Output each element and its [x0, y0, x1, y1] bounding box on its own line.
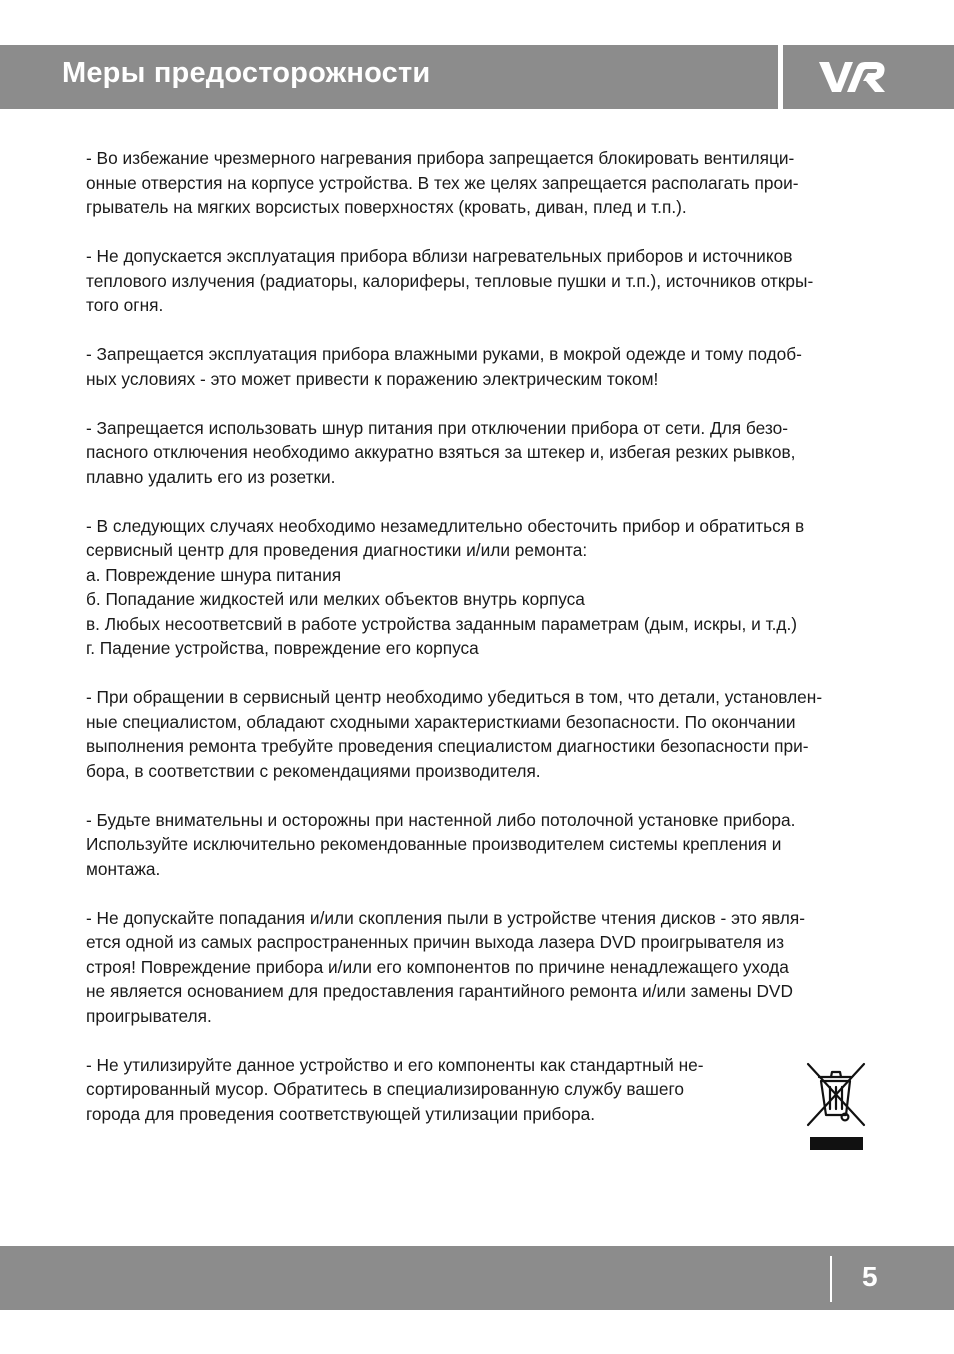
- paragraph-power-cord: [86, 416, 898, 490]
- text-line: того огня.: [86, 295, 164, 315]
- paragraph-service-cases: [86, 514, 898, 661]
- footer-divider: [830, 1256, 832, 1302]
- footer-bar: [0, 1246, 954, 1310]
- text-line: сервисный центр для проведения диагностики и/или ремонта:: [86, 540, 588, 560]
- text-line: не является основанием для предоставления гарантийного ремонта и/или замены DVD: [86, 981, 793, 1001]
- text-line: ется одной из самых распространенных причин выхода лазера DVD проигрывателя из: [86, 932, 785, 952]
- paragraph-wet-hands: [86, 342, 898, 391]
- text-line: плавно удалить его из розетки.: [86, 466, 336, 487]
- text-line: сортированный мусор. Обратитесь в специализированную службу вашего: [86, 1079, 684, 1099]
- list-item: г. Падение устройства, повреждение его корпуса: [86, 638, 479, 658]
- header-bar: [0, 45, 778, 109]
- text-line: - Будьте внимательны и осторожны при настенной либо потолочной установке прибора.: [86, 809, 796, 830]
- text-line: монтажа.: [86, 858, 161, 879]
- list-item: б. Попадание жидкостей или мелких объектов внутрь корпуса: [86, 589, 585, 609]
- text-line: - Во избежание чрезмерного нагревания прибора запрещается блокировать вентиляци-: [86, 148, 795, 168]
- paragraph-heat-sources: [86, 244, 898, 318]
- text-line: Используйте исключительно рекомендованные производителем системы крепления и: [86, 834, 782, 854]
- text-line: - Запрещается использовать шнур питания при отключении прибора от сети. Для безо-: [86, 417, 788, 438]
- crossed-out-wheelie-bin-icon: [805, 1061, 867, 1153]
- text-line: - Запрещается эксплуатация прибора влажными руками, в мокрой одежде и тому подоб-: [86, 344, 802, 364]
- paragraph-disposal: [86, 1053, 898, 1127]
- text-line: пасного отключения необходимо аккуратно взяться за штекер и, избегая резких рывков,: [86, 442, 796, 462]
- text-line: выполнения ремонта требуйте проведения специалистом диагностики безопасности при-: [86, 736, 809, 756]
- text-line: проигрывателя.: [86, 1005, 212, 1026]
- paragraph-service-center: [86, 685, 898, 783]
- page-title: Меры предосторожности: [62, 57, 431, 89]
- text-line: онные отверстия на корпусе устройства. В тех же целях запрещается располагать прои-: [86, 172, 799, 193]
- logo-box: [783, 45, 954, 109]
- text-line: бора, в соответствии с рекомендациями производителя.: [86, 760, 541, 781]
- text-line: - Не допускается эксплуатация прибора вблизи нагревательных приборов и источников: [86, 246, 793, 266]
- text-line: - При обращении в сервисный центр необходимо убедиться в том, что детали, установлен-: [86, 687, 823, 707]
- page-number: 5: [862, 1261, 878, 1292]
- list-item: а. Повреждение шнура питания: [86, 564, 342, 585]
- safety-instructions: [86, 146, 898, 1151]
- text-line: - Не допускайте попадания и/или скопления пыли в устройстве чтения дисков - это явля-: [86, 907, 805, 928]
- paragraph-dust: [86, 906, 898, 1029]
- text-line: - Не утилизируйте данное устройство и его компоненты как стандартный не-: [86, 1054, 704, 1075]
- paragraph-mounting: [86, 808, 898, 882]
- list-item: в. Любых несоответсвий в работе устройства заданным параметрам (дым, искры, и т.д.): [86, 613, 798, 634]
- paragraph-ventilation: [86, 146, 898, 220]
- text-line: ные специалистом, обладают сходными характеристкиами безопасности. По окончании: [86, 711, 796, 732]
- vr-logo-icon: [817, 59, 889, 95]
- text-line: - В следующих случаях необходимо незамедлительно обесточить прибор и обратиться в: [86, 515, 805, 536]
- text-line: строя! Повреждение прибора и/или его компонентов по причине ненадлежащего ухода: [86, 956, 789, 977]
- text-line: грыватель на мягких ворсистых поверхностях (кровать, диван, плед и т.п.).: [86, 197, 687, 217]
- text-line: ных условиях - это может привести к поражению электрическим током!: [86, 368, 659, 389]
- text-line: города для проведения соответствующей утилизации прибора.: [86, 1103, 596, 1124]
- text-line: теплового излучения (радиаторы, калориферы, тепловые пушки и т.п.), источников откры-: [86, 270, 814, 291]
